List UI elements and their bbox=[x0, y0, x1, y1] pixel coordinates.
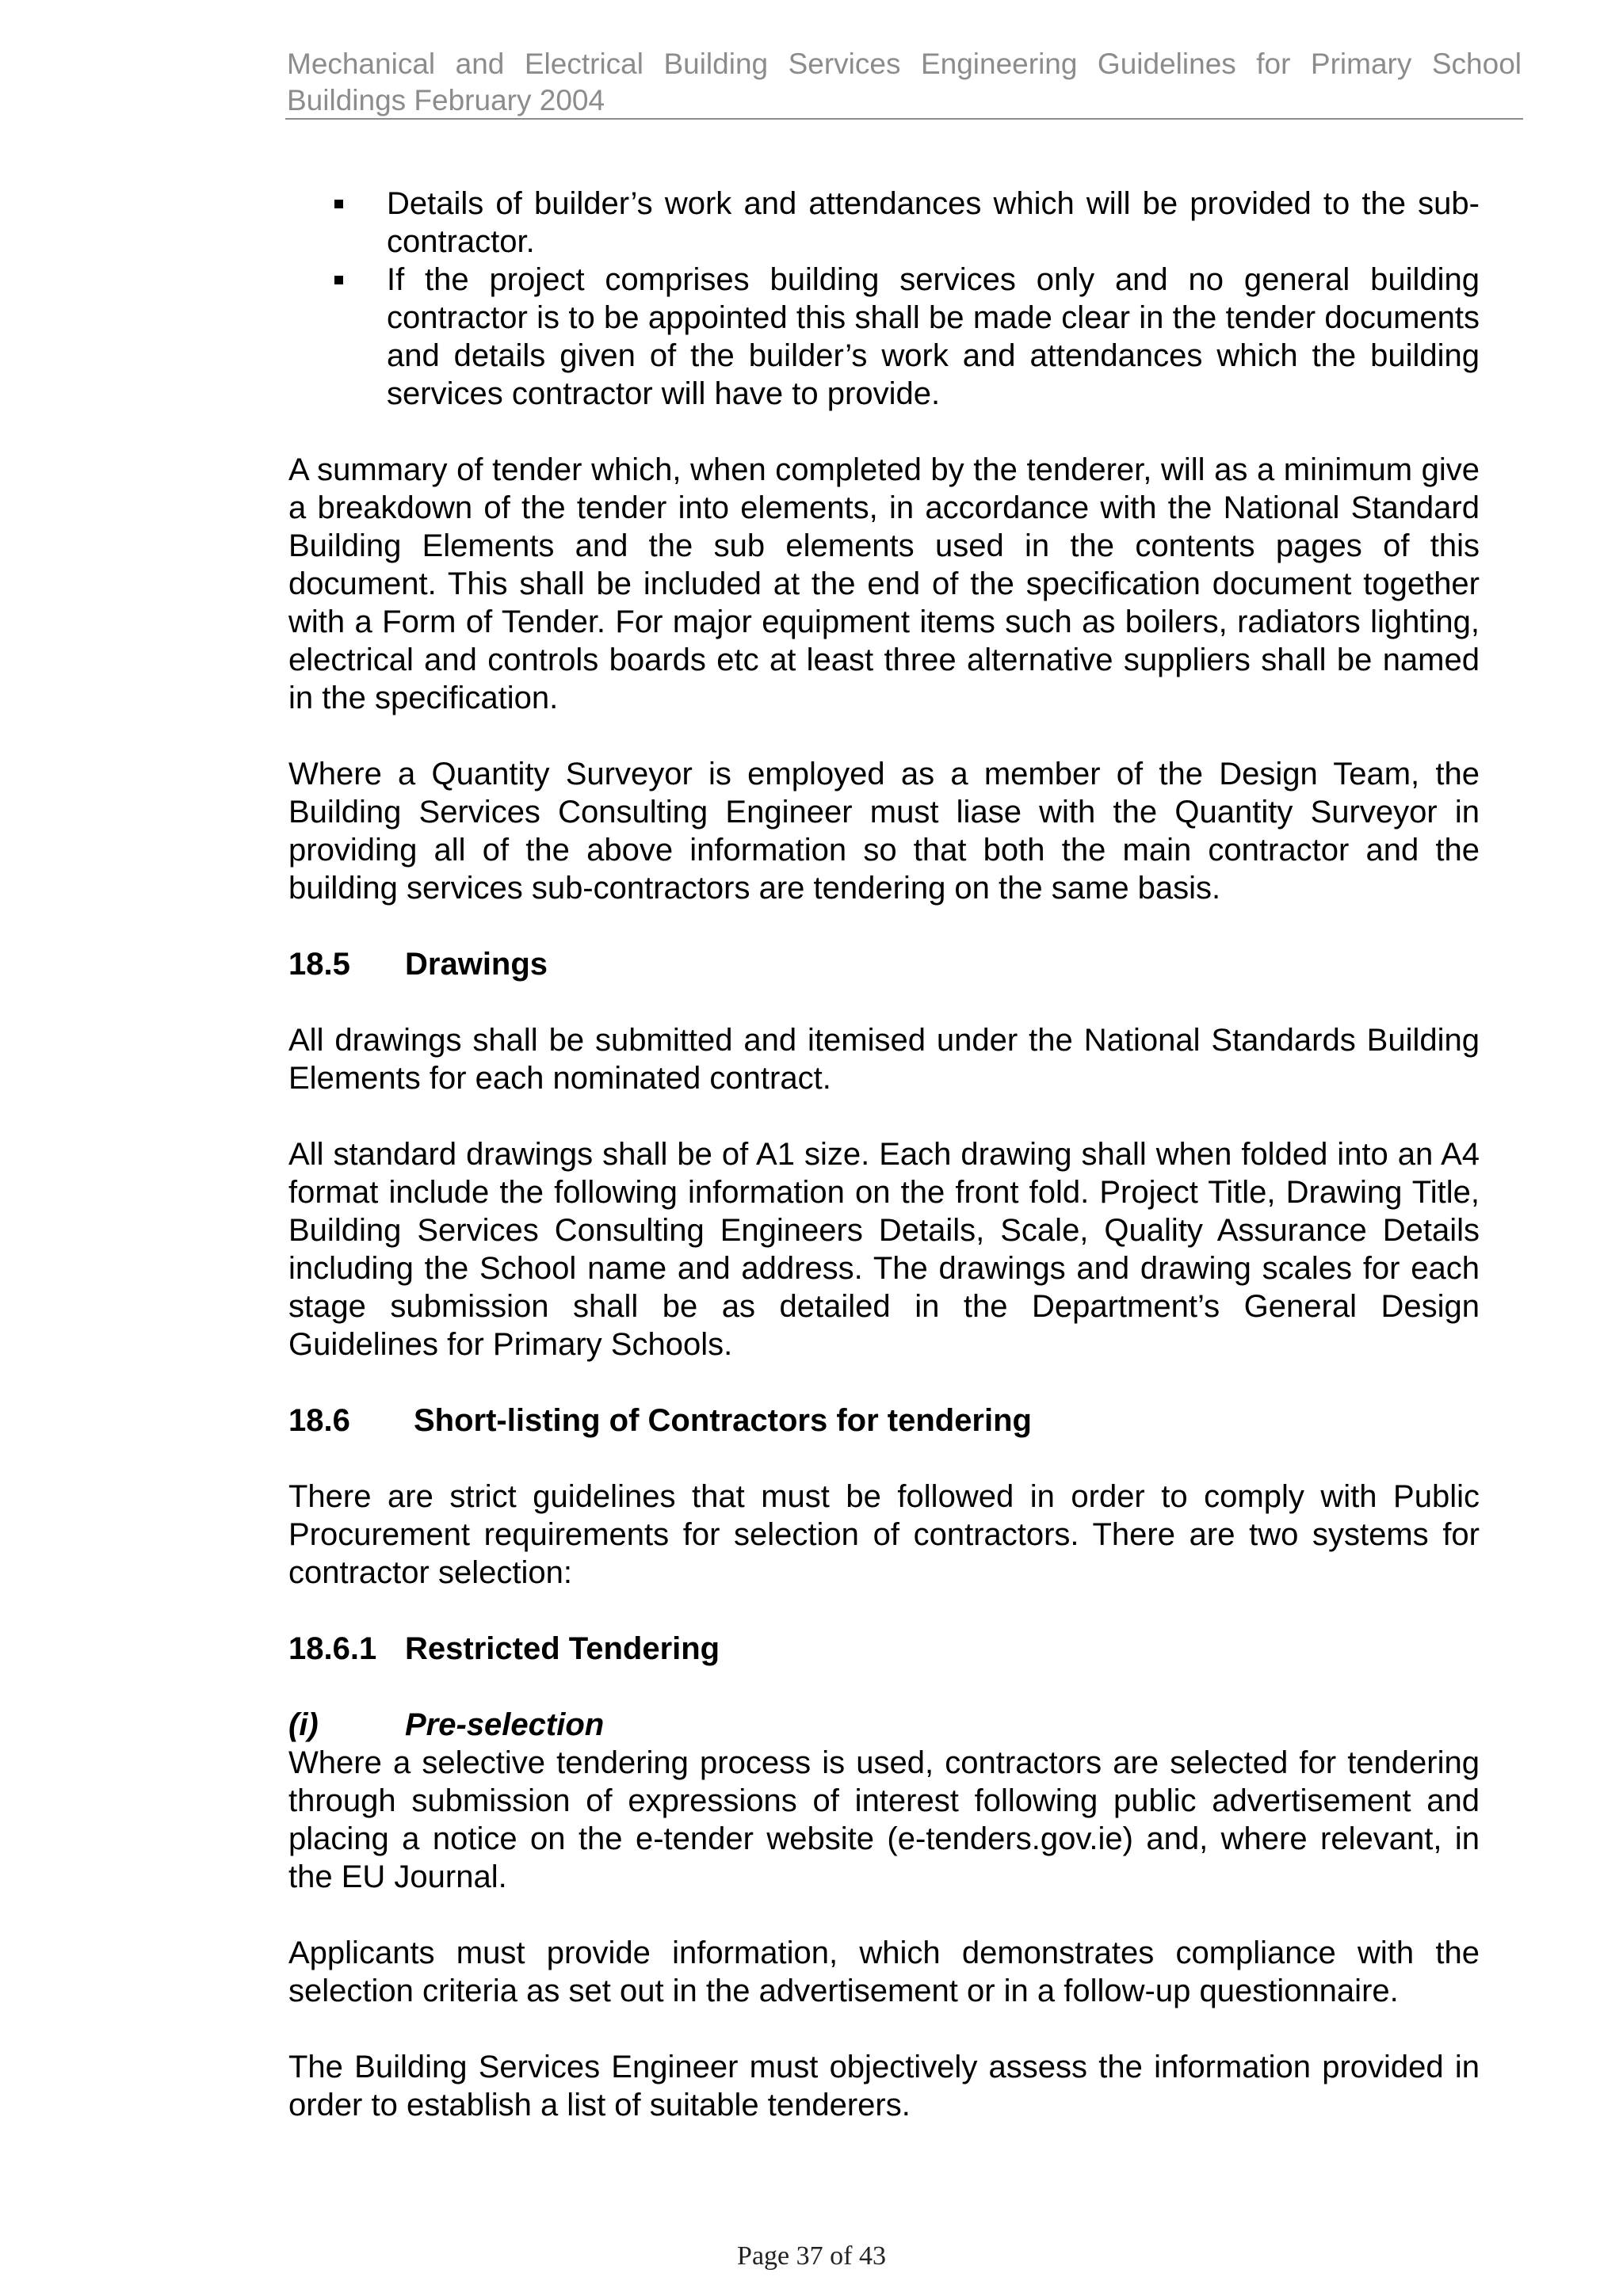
subsection-title: Pre-selection bbox=[405, 1707, 605, 1742]
paragraph-pre-selection: Where a selective tendering process is used, contractors are selected for tendering through submission of expressions of interest following public advertisement and placing a notice on the e-tender website (e-tenders.gov.ie) and, where relevant, in the EU Journal. bbox=[288, 1745, 1480, 1894]
list-item bbox=[387, 185, 1480, 261]
bullet-list bbox=[288, 185, 1480, 413]
section-heading-18-6 bbox=[288, 1402, 1480, 1440]
paragraph-drawings-itemised: All drawings shall be submitted and itemised under the National Standards Building Elements for each nominated contract. bbox=[288, 1023, 1480, 1096]
header-rule bbox=[285, 118, 1523, 120]
paragraph-summary-of-tender: A summary of tender which, when completed by the tenderer, will as a minimum give a breakdown of the tender into elements, in accordance with the National Standard Building Elements and the sub elements used in the contents pages of this document. This shall be included at the end of the specification document together with a Form of Tender. For major equipment items such as boilers, radiators lighting, electrical and controls boards etc at least three alternative suppliers shall be named in the specification. bbox=[288, 452, 1480, 715]
subsection-number: (i) bbox=[288, 1707, 319, 1742]
section-number: 18.6.1 bbox=[288, 1631, 377, 1666]
section-number: 18.6 bbox=[288, 1403, 350, 1438]
page-content bbox=[288, 185, 1480, 2162]
paragraph-short-listing: There are strict guidelines that must be followed in order to comply with Public Procurement requirements for selection of contractors. There are two systems for contractor selection: bbox=[288, 1479, 1480, 1590]
section-title: Drawings bbox=[405, 947, 548, 982]
paragraph-assess-information: The Building Services Engineer must objectively assess the information provided in order to establish a list of suitable tenderers. bbox=[288, 2050, 1480, 2122]
section-title: Restricted Tendering bbox=[405, 1631, 720, 1666]
subsection-heading-pre-selection bbox=[288, 1706, 1480, 1744]
paragraph-applicants: Applicants must provide information, which demonstrates compliance with the selection criteria as set out in the advertisement or in a follow-up questionnaire. bbox=[288, 1936, 1480, 2008]
section-number: 18.5 bbox=[288, 947, 350, 982]
list-item bbox=[387, 261, 1480, 413]
paragraph-quantity-surveyor: Where a Quantity Surveyor is employed as a member of the Design Team, the Building Services Consulting Engineer must liase with the Quantity Surveyor in providing all of the above information so that both the main contractor and the building services sub-contractors are tendering on the same basis. bbox=[288, 757, 1480, 906]
page-number: Page 37 of 43 bbox=[737, 2241, 886, 2271]
running-header: Mechanical and Electrical Building Services Engineering Guidelines for Primary School Buildings February 2004 bbox=[287, 48, 1522, 116]
square-bullet-icon bbox=[334, 200, 343, 208]
section-heading-18-5 bbox=[288, 945, 1480, 983]
paragraph-drawings-format: All standard drawings shall be of A1 size. Each drawing shall when folded into an A4 format include the following information on the front fold. Project Title, Drawing Title, Building Services Consulting Engineers Details, Scale, Quality Assurance Details including the School name and address. The drawings and drawing scales for each stage submission shall be as detailed in the Department’s General Design Guidelines for Primary Schools. bbox=[288, 1137, 1480, 1362]
list-item-text: Details of builder’s work and attendances which will be provided to the sub-contractor. bbox=[387, 186, 1480, 259]
section-heading-18-6-1 bbox=[288, 1630, 1480, 1668]
list-item-text: If the project comprises building services only and no general building contractor is to be appointed this shall be made clear in the tender documents and details given of the builder’s work and attendances which the building services contractor will have to provide. bbox=[387, 262, 1480, 411]
square-bullet-icon bbox=[334, 276, 343, 284]
section-title: Short-listing of Contractors for tendering bbox=[414, 1403, 1032, 1438]
